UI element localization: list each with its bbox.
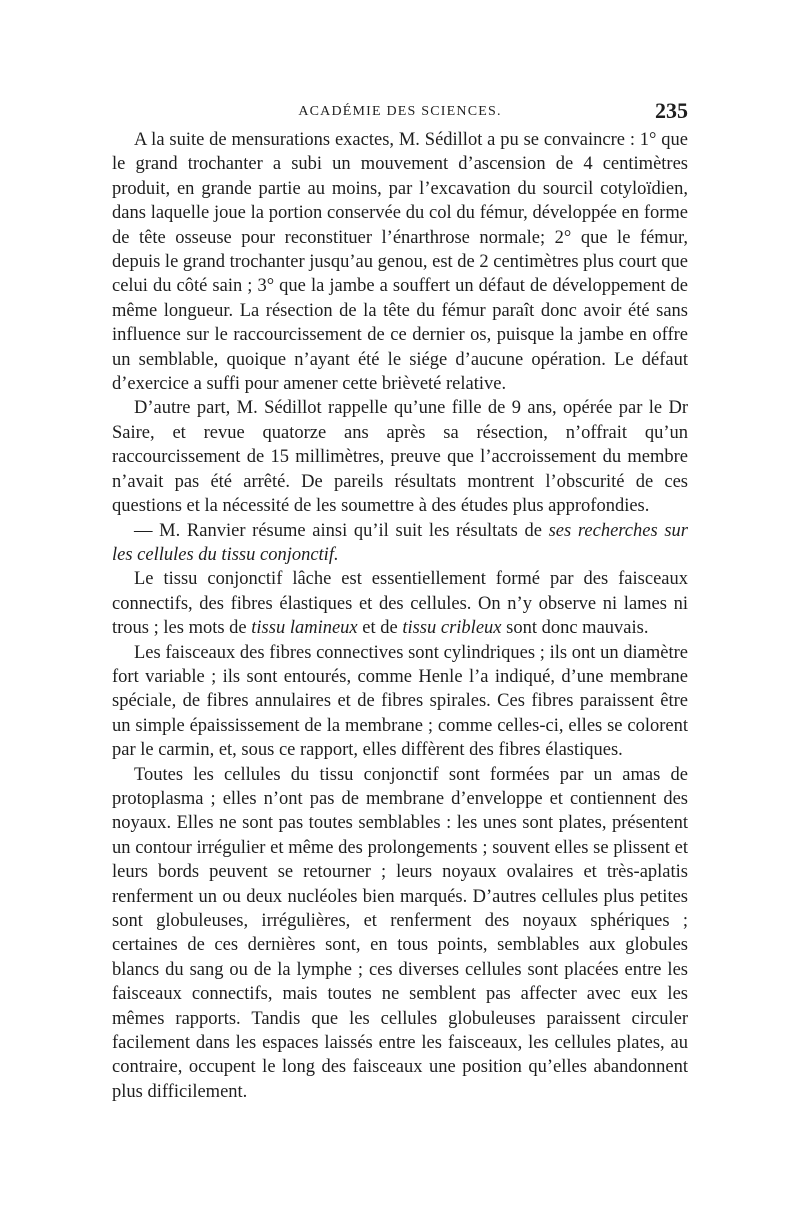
connective-tissue-text-b: et de xyxy=(357,618,403,639)
paragraph-connective-tissue xyxy=(112,567,688,640)
paragraph-cells: Toutes les cellules du tissu conjonctif sont formées par un amas de protoplasma ; elles n’ont pas de membrane d’enveloppe et contiennent des noyaux. Elles ne sont pas toutes semblables : les unes sont plates, présentent un contour irrégulier et même des prolongements ; souvent elles se plissent et leurs bords peuvent se retourner ; leurs noyaux ovalaires et très-aplatis renferment un ou deux nucléoles bien marqués. D’autres cellules plus petites sont globuleuses, irrégulières, et renferment des noyaux sphériques ; certaines de ces dernières sont, en tous points, semblables aux globules blancs du sang ou de la lymphe ; ces diverses cellules sont placées entre les faisceaux connectifs, mais toutes ne semblent pas affecter avec eux les mêmes rapports. Tandis que les cellules globuleuses paraissent circuler facilement dans les espaces laissés entre les faisceaux, les cellules plates, au contraire, occupent le long des faisceaux une position qu’elles abandonnent plus difficilement. xyxy=(112,764,688,1102)
page-header xyxy=(112,98,688,126)
connective-tissue-text-c: sont donc mauvais. xyxy=(501,618,649,639)
paragraph-sedillot-case: D’autre part, M. Sédillot rappelle qu’une fille de 9 ans, opérée par le Dr Saire, et revue quatorze ans après sa résection, n’offrait qu’un raccourcissement de 15 millimètres, preuve que l’accroissement du membre n’avait pas été arrêté. De pareils résultats montrent l’obscurité de ces questions et la nécessité de les soumettre à des études plus approfondies. xyxy=(112,398,688,517)
paragraph-fibre-bundles: Les faisceaux des fibres connectives sont cylindriques ; ils ont un diamètre fort variable ; ils sont entourés, comme Henle l’a indiqué, d’une membrane spéciale, de fibres annulaires et de fibres spirales. Ces fibres paraissent être un simple épaississement de la membrane ; comme celles-ci, elles se colorent par le carmin, et, sous ce rapport, elles diffèrent des fibres élastiques. xyxy=(112,642,688,761)
paragraph-ranvier-intro xyxy=(112,519,688,568)
running-head: ACADÉMIE DES SCIENCES. xyxy=(298,104,502,119)
page-number: 235 xyxy=(655,98,688,123)
ranvier-research-title: ses recherches sur les cellules du tissu conjonctif. xyxy=(112,520,688,565)
term-tissu-cribleux: tissu cribleux xyxy=(402,618,502,639)
body-text xyxy=(112,128,688,1104)
connective-tissue-text-a: Le tissu conjonctif lâche est essentiellement formé par des faisceaux connectifs, des fibres élastiques et des cellules. On n’y observe ni lames ni trous ; les mots de xyxy=(112,569,688,639)
ranvier-intro-text: — M. Ranvier résume ainsi qu’il suit les résultats de xyxy=(134,520,549,541)
paragraph-sedillot-measurements: A la suite de mensurations exactes, M. Sédillot a pu se convaincre : 1° que le grand trochanter a subi un mouvement d’ascension de 4 centimètres produit, en grande partie au moins, par l’excavation du sourcil cotyloïdien, dans laquelle joue la portion conservée du col du fémur, développée en forme de tête osseuse pour reconstituer l’énarthrose normale; 2° que le fémur, depuis le grand trochanter jusqu’au genou, est de 2 centimètres plus court que celui du côté sain ; 3° que la jambe a souffert un défaut de développement de même longueur. La résection de la tête du fémur paraît donc avoir été sans influence sur le raccourcissement de ce dernier os, puisque la jambe en offre un semblable, quoique n’ayant été le siége d’aucune opération. Le défaut d’exercice a suffi pour amener cette brièveté relative. xyxy=(112,130,688,395)
term-tissu-lamineux: tissu lamineux xyxy=(251,618,358,639)
